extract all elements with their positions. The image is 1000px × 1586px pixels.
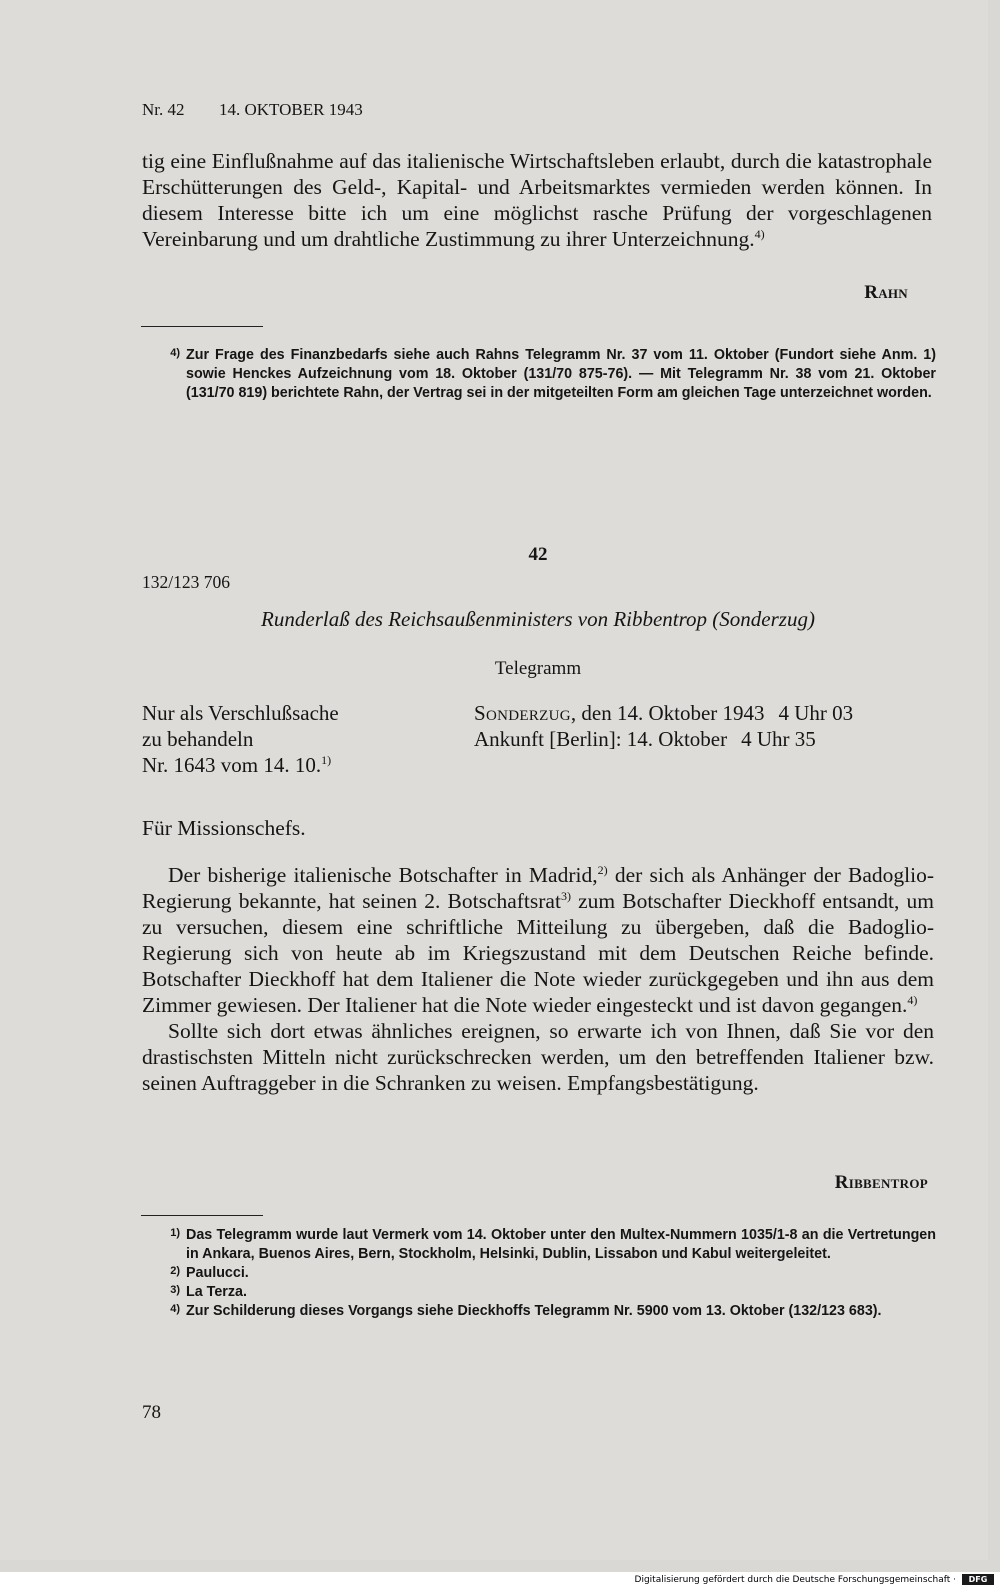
footnote-mark: 4) (170, 1303, 180, 1315)
classification-line-2: zu behandeln (142, 727, 254, 751)
note-ref: 1) (321, 753, 332, 767)
transmission-block (474, 700, 853, 752)
footnote-divider (141, 326, 263, 327)
continuation-text: tig eine Einflußnahme auf das italienische Wirtschaftsleben erlaubt, durch die katastrophale Erschütterungen des Geld-, Kapital- und Arbeitsmarktes vermieden werden können. In diesem Interesse bitte ich um eine möglichst rasche Prüfung der vorgeschlagenen Vereinbarung und um drahtliche Zustimmung zu ihrer Unterzeichnung. (142, 149, 932, 251)
arrival-date: Ankunft [Berlin]: 14. Oktober (474, 727, 728, 751)
classification-block (142, 700, 339, 778)
footnote-1 (140, 1226, 936, 1264)
arrival-time: 4 Uhr 35 (741, 727, 816, 751)
footnote-mark: 4) (170, 347, 180, 359)
footnote-text: Zur Schilderung dieses Vorgangs siehe Dieckhoffs Telegramm Nr. 5900 vom 13. Oktober (132/123 683). (186, 1303, 882, 1319)
running-header (142, 100, 363, 120)
footnote-mark: 1) (170, 1227, 180, 1239)
sent-time: 4 Uhr 03 (778, 701, 854, 725)
footnotes (140, 1226, 936, 1321)
page-number: 78 (142, 1402, 161, 1423)
sent-date: , den 14. Oktober 1943 (570, 701, 765, 725)
signature-rahn (864, 282, 908, 304)
signature-text: Ribbentrop (834, 1172, 928, 1193)
document-number: 42 (528, 544, 548, 565)
note-ref: 4) (907, 993, 918, 1007)
signature-ribbentrop (835, 1172, 928, 1194)
classification-line-3 (142, 752, 339, 778)
document-type: Telegramm (494, 658, 582, 679)
funding-credit: Digitalisierung gefördert durch die Deutsche Forschungsgemeinschaft · (634, 1575, 956, 1585)
origin-label: Sonderzug (474, 701, 571, 725)
signature-text: Rahn (864, 282, 908, 303)
telegram-number: Nr. 1643 vom 14. 10. (142, 753, 322, 777)
footnote-2 (140, 1264, 936, 1283)
header-doc-number: Nr. 42 (142, 100, 185, 119)
paragraph-1-part-a: Der bisherige italienische Botschafter in Madrid, (168, 863, 598, 887)
footnote-text: Das Telegramm wurde laut Vermerk vom 14. Oktober unter den Multex-Nummern 1035/1-8 an die Vertretungen in Ankara, Buenos Aires, Bern, Stockholm, Helsinki, Dublin, Lissabon und Kabul weitergeleitet. (186, 1227, 936, 1262)
footnote-3 (140, 1283, 936, 1302)
footnote-mark: 2) (170, 1265, 180, 1277)
classification-line-1: Nur als Verschlußsache (142, 701, 339, 725)
footnote-divider (141, 1215, 263, 1216)
paragraph-1 (142, 862, 934, 1018)
note-ref: 4) (754, 227, 765, 241)
continuation-paragraph (142, 148, 932, 252)
footnote-previous (140, 346, 936, 403)
main-body (142, 862, 934, 1096)
salutation: Für Missionschefs. (142, 816, 306, 840)
paragraph-1-part-b: der sich als Anhänger der Badoglio-Regierung bekannte, hat seinen 2. Botschaftsrat (142, 863, 935, 913)
note-ref: 2) (597, 863, 608, 877)
footnote-text: Paulucci. (186, 1265, 249, 1281)
archive-reference: 132/123 706 (142, 572, 230, 592)
document-title: Runderlaß des Reichsaußenministers von Ribbentrop (Sonderzug) (261, 607, 815, 631)
footnote-mark: 3) (170, 1284, 180, 1296)
header-date: 14. OKTOBER 1943 (219, 100, 363, 119)
paragraph-1-part-c: zum Botschafter Dieckhoff entsandt, um zu versuchen, diesem eine schriftliche Mitteilung zu übergeben, daß die Badoglio-Regierung sich von heute ab im Kriegszustand mit dem Deutschen Reiche befinde. Botschafter Dieckhoff hat dem Italiener die Note wieder zurückgegeben und ihn aus dem Zimmer gewiesen. Der Italiener hat die Note wieder eingesteckt und ist davon gegangen. (142, 889, 934, 1017)
note-ref: 3) (560, 889, 571, 903)
footnote-4 (140, 1302, 936, 1321)
dfg-logo: DFG (962, 1574, 994, 1585)
footnote-text: Zur Frage des Finanzbedarfs siehe auch Rahns Telegramm Nr. 37 vom 11. Oktober (Fundort siehe Anm. 1) sowie Henckes Aufzeichnung vom 18. Oktober (131/70 875-76). — Mit Telegramm Nr. 38 vom 21. Oktober (131/70 819) berichtete Rahn, der Vertrag sei in der mitgeteilten Form am gleichen Tage unterzeichnet worden. (186, 347, 936, 401)
footnote-text: La Terza. (186, 1284, 247, 1300)
sent-line (474, 700, 853, 726)
arrival-line (474, 726, 853, 752)
paragraph-2: Sollte sich dort etwas ähnliches ereignen, so erwarte ich von Ihnen, daß Sie vor den drastischsten Mitteln nicht zurückschrecken werden, um den betreffenden Italiener bzw. seinen Auftraggeber in die Schranken zu weisen. Empfangsbestätigung. (142, 1019, 934, 1095)
